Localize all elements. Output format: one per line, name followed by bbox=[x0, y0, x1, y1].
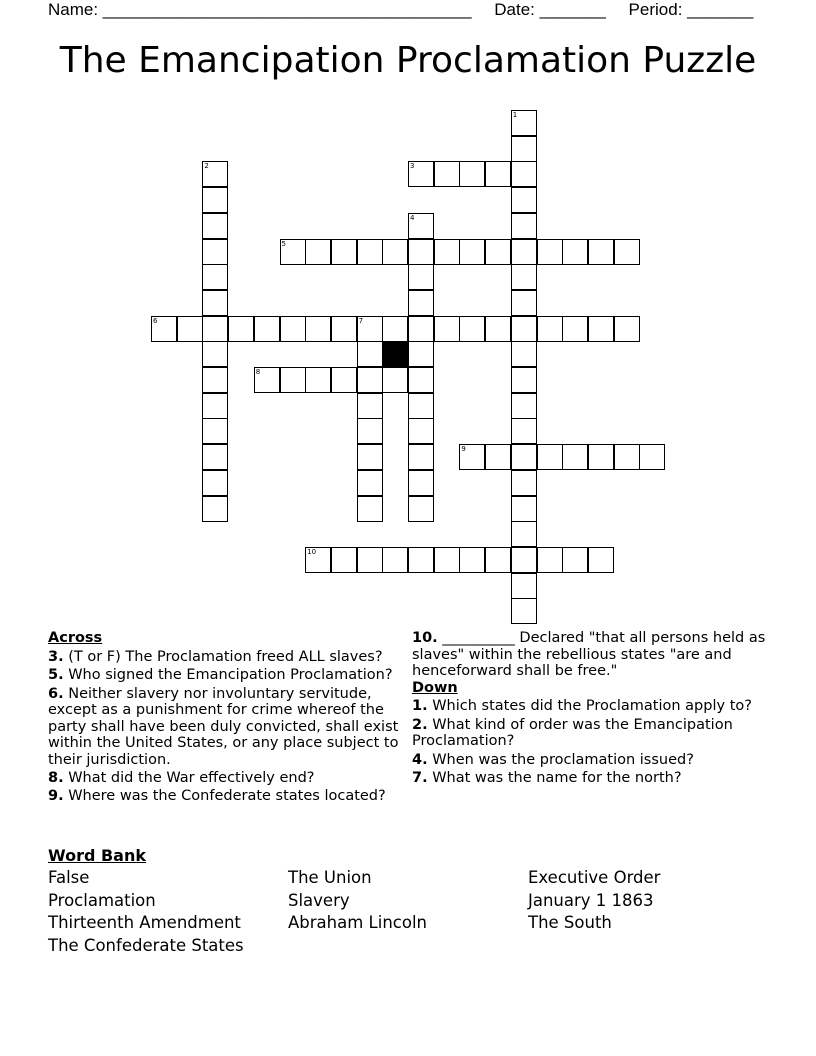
clue-number: 7. bbox=[412, 770, 428, 786]
clue-number-label: 4 bbox=[410, 213, 415, 222]
crossword-cell[interactable] bbox=[408, 444, 434, 470]
clue-number-label: 10 bbox=[307, 547, 317, 556]
crossword-cell[interactable] bbox=[434, 547, 460, 573]
crossword-cell[interactable] bbox=[511, 470, 537, 496]
crossword-cell[interactable] bbox=[331, 316, 357, 342]
crossword-cell[interactable] bbox=[382, 239, 408, 265]
crossword-cell[interactable] bbox=[305, 239, 331, 265]
crossword-cell[interactable] bbox=[202, 213, 228, 239]
clue-down-1 bbox=[412, 698, 768, 715]
across-clues bbox=[48, 630, 408, 804]
clue-number: 10. bbox=[412, 630, 438, 646]
clue-number: 6. bbox=[48, 685, 64, 702]
clue-across-6 bbox=[48, 686, 408, 769]
clue-text: What kind of order was the Emancipation Proclamation? bbox=[412, 716, 733, 749]
crossword-cell[interactable] bbox=[588, 239, 614, 265]
clue-across-9 bbox=[48, 788, 408, 805]
crossword-cell[interactable] bbox=[408, 418, 434, 444]
crossword-cell[interactable] bbox=[537, 444, 563, 470]
clue-number: 9. bbox=[48, 787, 64, 804]
crossword-cell[interactable] bbox=[357, 496, 383, 522]
crossword-cell[interactable] bbox=[459, 316, 485, 342]
crossword-cell[interactable] bbox=[305, 547, 331, 573]
crossword-cell[interactable] bbox=[331, 367, 357, 393]
crossword-cell[interactable] bbox=[202, 264, 228, 290]
clue-down-2 bbox=[412, 717, 768, 750]
crossword-cell[interactable] bbox=[305, 367, 331, 393]
crossword-cell[interactable] bbox=[434, 316, 460, 342]
word-bank-item: Thirteenth Amendment bbox=[48, 913, 241, 932]
shaded-cell bbox=[382, 341, 408, 367]
crossword-cell[interactable] bbox=[357, 316, 383, 342]
clue-text: What was the name for the north? bbox=[432, 770, 682, 786]
crossword-cell[interactable] bbox=[305, 316, 331, 342]
crossword-cell[interactable] bbox=[177, 316, 203, 342]
crossword-cell[interactable] bbox=[434, 161, 460, 187]
crossword-cell[interactable] bbox=[408, 161, 434, 187]
crossword-cell[interactable] bbox=[228, 316, 254, 342]
crossword-cell[interactable] bbox=[485, 239, 511, 265]
crossword-cell[interactable] bbox=[408, 341, 434, 367]
crossword-cell[interactable] bbox=[614, 239, 640, 265]
word-bank-column-1 bbox=[48, 867, 244, 957]
crossword-cell[interactable] bbox=[511, 598, 537, 624]
crossword-cell[interactable] bbox=[408, 213, 434, 239]
clue-number: 2. bbox=[412, 716, 428, 733]
clue-number: 8. bbox=[48, 770, 64, 786]
crossword-cell[interactable] bbox=[485, 444, 511, 470]
clue-number-label: 5 bbox=[281, 239, 286, 248]
crossword-cell[interactable] bbox=[254, 316, 280, 342]
crossword-cell[interactable] bbox=[408, 470, 434, 496]
crossword-cell[interactable] bbox=[511, 136, 537, 162]
crossword-cell[interactable] bbox=[382, 547, 408, 573]
crossword-cell[interactable] bbox=[511, 110, 537, 136]
crossword-cell[interactable] bbox=[357, 239, 383, 265]
crossword-cell[interactable] bbox=[511, 444, 537, 470]
crossword-cell[interactable] bbox=[408, 547, 434, 573]
crossword-cell[interactable] bbox=[408, 290, 434, 316]
word-bank-item: Executive Order bbox=[528, 868, 661, 887]
word-bank-item: Proclamation bbox=[48, 890, 156, 910]
clue-text: Which states did the Proclamation apply to? bbox=[432, 698, 752, 714]
crossword-cell[interactable] bbox=[511, 187, 537, 213]
crossword-cell[interactable] bbox=[434, 239, 460, 265]
crossword-cell[interactable] bbox=[202, 470, 228, 496]
crossword-cell[interactable] bbox=[280, 239, 306, 265]
crossword-cell[interactable] bbox=[485, 547, 511, 573]
crossword-cell[interactable] bbox=[511, 161, 537, 187]
clue-text: When was the proclamation issued? bbox=[432, 751, 694, 768]
crossword-cell[interactable] bbox=[382, 367, 408, 393]
word-bank-item: January 1 1863 bbox=[528, 890, 654, 910]
crossword-cell[interactable] bbox=[511, 341, 537, 367]
crossword-cell[interactable] bbox=[511, 547, 537, 573]
clue-across-8 bbox=[48, 770, 408, 787]
crossword-cell[interactable] bbox=[562, 239, 588, 265]
clue-number-label: 3 bbox=[410, 162, 415, 171]
crossword-cell[interactable] bbox=[357, 444, 383, 470]
crossword-cell[interactable] bbox=[485, 316, 511, 342]
crossword-cell[interactable] bbox=[408, 264, 434, 290]
clue-across-3 bbox=[48, 649, 408, 666]
crossword-cell[interactable] bbox=[331, 239, 357, 265]
crossword-cell[interactable] bbox=[511, 316, 537, 342]
clue-text: __________ Declared "that all persons held as slaves" within the rebellious states "are and henceforward shall be free." bbox=[412, 630, 766, 679]
clue-number-label: 1 bbox=[512, 111, 518, 119]
word-bank-item: The Union bbox=[288, 868, 372, 887]
clue-number: 1. bbox=[412, 698, 428, 714]
page-title: The Emancipation Proclamation Puzzle bbox=[59, 40, 757, 81]
crossword-cell[interactable] bbox=[382, 316, 408, 342]
crossword-cell[interactable] bbox=[408, 239, 434, 265]
crossword-cell[interactable] bbox=[202, 418, 228, 444]
date-field[interactable]: Date: _______ bbox=[494, 0, 606, 19]
crossword-cell[interactable] bbox=[202, 367, 228, 393]
crossword-cell[interactable] bbox=[537, 239, 563, 265]
crossword-cell[interactable] bbox=[331, 547, 357, 573]
crossword-cell[interactable] bbox=[614, 444, 640, 470]
crossword-cell[interactable] bbox=[357, 341, 383, 367]
word-bank-item: The South bbox=[528, 913, 612, 932]
clue-number: 4. bbox=[412, 751, 428, 768]
crossword-cell[interactable] bbox=[202, 239, 228, 265]
clue-down-7 bbox=[412, 770, 768, 787]
clue-text: Where was the Confederate states located? bbox=[68, 787, 386, 804]
clue-number-label: 8 bbox=[255, 368, 261, 376]
clue-number-label: 2 bbox=[204, 162, 209, 171]
crossword-cell[interactable] bbox=[202, 187, 228, 213]
name-field[interactable]: Name: _______________________________________ bbox=[48, 0, 472, 19]
word-bank-heading: Word Bank bbox=[48, 846, 147, 865]
crossword-cell[interactable] bbox=[280, 367, 306, 393]
crossword-cell[interactable] bbox=[511, 290, 537, 316]
period-field[interactable]: Period: _______ bbox=[628, 0, 754, 19]
crossword-cell[interactable] bbox=[408, 496, 434, 522]
crossword-cell[interactable] bbox=[459, 547, 485, 573]
crossword-cell[interactable] bbox=[511, 521, 537, 547]
crossword-cell[interactable] bbox=[408, 393, 434, 419]
crossword-cell[interactable] bbox=[639, 444, 665, 470]
clue-text: Who signed the Emancipation Proclamation? bbox=[68, 667, 393, 683]
right-clues bbox=[412, 630, 768, 787]
clue-text: (T or F) The Proclamation freed ALL slaves? bbox=[68, 648, 383, 665]
across-heading: Across bbox=[48, 630, 103, 646]
crossword-cell[interactable] bbox=[151, 316, 177, 342]
crossword-cell[interactable] bbox=[562, 547, 588, 573]
clue-number: 5. bbox=[48, 667, 64, 683]
crossword-cell[interactable] bbox=[202, 161, 228, 187]
crossword-cell[interactable] bbox=[614, 316, 640, 342]
clue-text: What did the War effectively end? bbox=[68, 770, 315, 786]
crossword-cell[interactable] bbox=[511, 573, 537, 599]
crossword-cell[interactable] bbox=[357, 393, 383, 419]
crossword-cell[interactable] bbox=[357, 418, 383, 444]
down-heading: Down bbox=[412, 679, 458, 696]
crossword-cell[interactable] bbox=[202, 316, 228, 342]
crossword-cell[interactable] bbox=[202, 444, 228, 470]
word-bank-item: Abraham Lincoln bbox=[288, 913, 427, 932]
crossword-cell[interactable] bbox=[254, 367, 280, 393]
crossword-cell[interactable] bbox=[280, 316, 306, 342]
crossword-cell[interactable] bbox=[562, 444, 588, 470]
crossword-cell[interactable] bbox=[511, 239, 537, 265]
crossword-cell[interactable] bbox=[408, 316, 434, 342]
crossword-cell[interactable] bbox=[202, 341, 228, 367]
clue-text: Neither slavery nor involuntary servitude, except as a punishment for crime whereof the party shall have been duly convicted, shall exist within the United States, or any place subject to their jurisdiction. bbox=[48, 685, 399, 768]
clue-number-label: 7 bbox=[358, 316, 364, 325]
crossword-cell[interactable] bbox=[202, 393, 228, 419]
crossword-cell[interactable] bbox=[588, 444, 614, 470]
clue-number-label: 6 bbox=[153, 316, 158, 325]
clue-number: 3. bbox=[48, 648, 64, 665]
clue-number-label: 9 bbox=[461, 445, 466, 454]
word-bank-item: False bbox=[48, 868, 90, 887]
word-bank-column-2 bbox=[288, 867, 427, 935]
crossword-cell[interactable] bbox=[537, 547, 563, 573]
crossword-cell[interactable] bbox=[357, 367, 383, 393]
crossword-cell[interactable] bbox=[357, 547, 383, 573]
crossword-cell[interactable] bbox=[511, 393, 537, 419]
word-bank-item: The Confederate States bbox=[48, 935, 244, 955]
crossword-cell[interactable] bbox=[511, 367, 537, 393]
crossword-cell[interactable] bbox=[511, 264, 537, 290]
crossword-cell[interactable] bbox=[357, 470, 383, 496]
crossword-cell[interactable] bbox=[202, 290, 228, 316]
crossword-cell[interactable] bbox=[459, 444, 485, 470]
clue-across-5 bbox=[48, 667, 408, 684]
crossword-cell[interactable] bbox=[459, 161, 485, 187]
crossword-cell[interactable] bbox=[588, 316, 614, 342]
word-bank-column-3 bbox=[528, 867, 660, 935]
crossword-cell[interactable] bbox=[562, 316, 588, 342]
clue-down-4 bbox=[412, 752, 768, 769]
word-bank-item: Slavery bbox=[288, 890, 350, 910]
crossword-cell[interactable] bbox=[537, 316, 563, 342]
crossword-cell[interactable] bbox=[588, 547, 614, 573]
crossword-cell[interactable] bbox=[459, 239, 485, 265]
clue-across-10 bbox=[412, 630, 768, 680]
crossword-cell[interactable] bbox=[511, 496, 537, 522]
crossword-cell[interactable] bbox=[408, 367, 434, 393]
crossword-cell[interactable] bbox=[511, 418, 537, 444]
crossword-cell[interactable] bbox=[511, 213, 537, 239]
crossword-cell[interactable] bbox=[485, 161, 511, 187]
crossword-cell[interactable] bbox=[202, 496, 228, 522]
